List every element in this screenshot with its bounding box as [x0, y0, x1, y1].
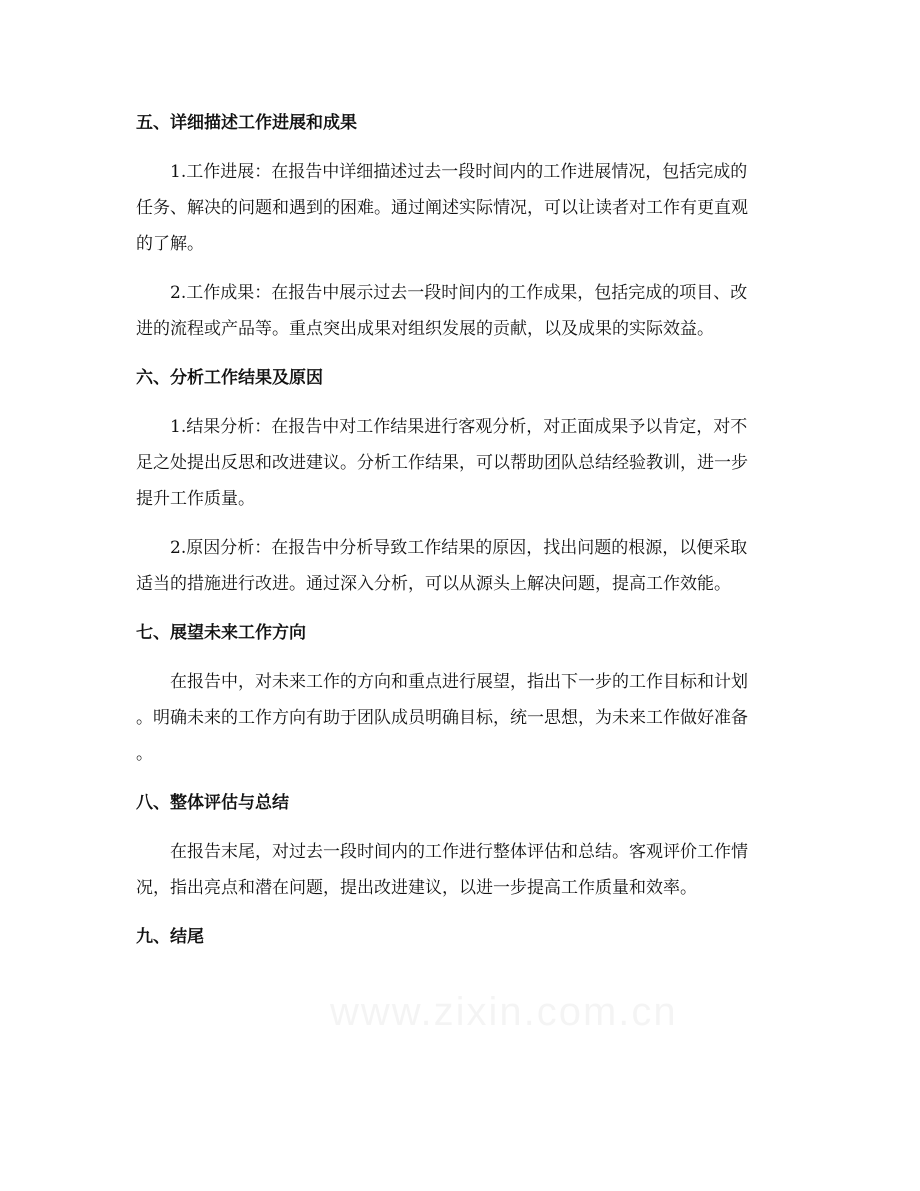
- paragraph: [136, 664, 796, 772]
- paragraph-line: 2.工作成果：在报告中展示过去一段时间内的工作成果，包括完成的项目、改: [170, 283, 748, 303]
- section-heading: 九、结尾: [136, 927, 204, 947]
- paragraph: [136, 275, 796, 347]
- paragraph-line: 况，指出亮点和潜在问题，提出改进建议，以进一步提高工作质量和效率。: [136, 878, 697, 898]
- paragraph-line: 适当的措施进行改进。通过深入分析，可以从源头上解决问题，提高工作效能。: [136, 574, 731, 594]
- paragraph: [136, 834, 796, 906]
- paragraph-line: 任务、解决的问题和遇到的困难。通过阐述实际情况，可以让读者对工作有更直观: [136, 198, 748, 218]
- section-heading: 五、详细描述工作进展和成果: [136, 113, 357, 133]
- paragraph-line: 2.原因分析：在报告中分析导致工作结果的原因，找出问题的根源，以便采取: [170, 538, 748, 558]
- paragraph-line: 。明确未来的工作方向有助于团队成员明确目标，统一思想，为未来工作做好准备: [136, 708, 748, 728]
- document-page: [136, 105, 796, 968]
- paragraph-line: 在报告中，对未来工作的方向和重点进行展望，指出下一步的工作目标和计划: [170, 672, 748, 692]
- paragraph: [136, 154, 796, 262]
- section-heading: 六、分析工作结果及原因: [136, 368, 323, 388]
- paragraph-line: 的了解。: [136, 234, 204, 254]
- section-heading: 八、整体评估与总结: [136, 793, 289, 813]
- paragraph-line: 在报告末尾，对过去一段时间内的工作进行整体评估和总结。客观评价工作情: [170, 842, 748, 862]
- paragraph-line: 足之处提出反思和改进建议。分析工作结果，可以帮助团队总结经验教训，进一步: [136, 453, 748, 473]
- section-heading: 七、展望未来工作方向: [136, 623, 306, 643]
- paragraph-line: 1.结果分析：在报告中对工作结果进行客观分析，对正面成果予以肯定，对不: [170, 417, 748, 437]
- paragraph-line: 。: [136, 744, 153, 764]
- paragraph-line: 提升工作质量。: [136, 489, 255, 509]
- paragraph-line: 进的流程或产品等。重点突出成果对组织发展的贡献，以及成果的实际效益。: [136, 319, 714, 339]
- paragraph-line: 1.工作进展：在报告中详细描述过去一段时间内的工作进展情况，包括完成的: [170, 162, 748, 182]
- paragraph: [136, 530, 796, 602]
- paragraph: [136, 409, 796, 517]
- watermark: [330, 990, 678, 1035]
